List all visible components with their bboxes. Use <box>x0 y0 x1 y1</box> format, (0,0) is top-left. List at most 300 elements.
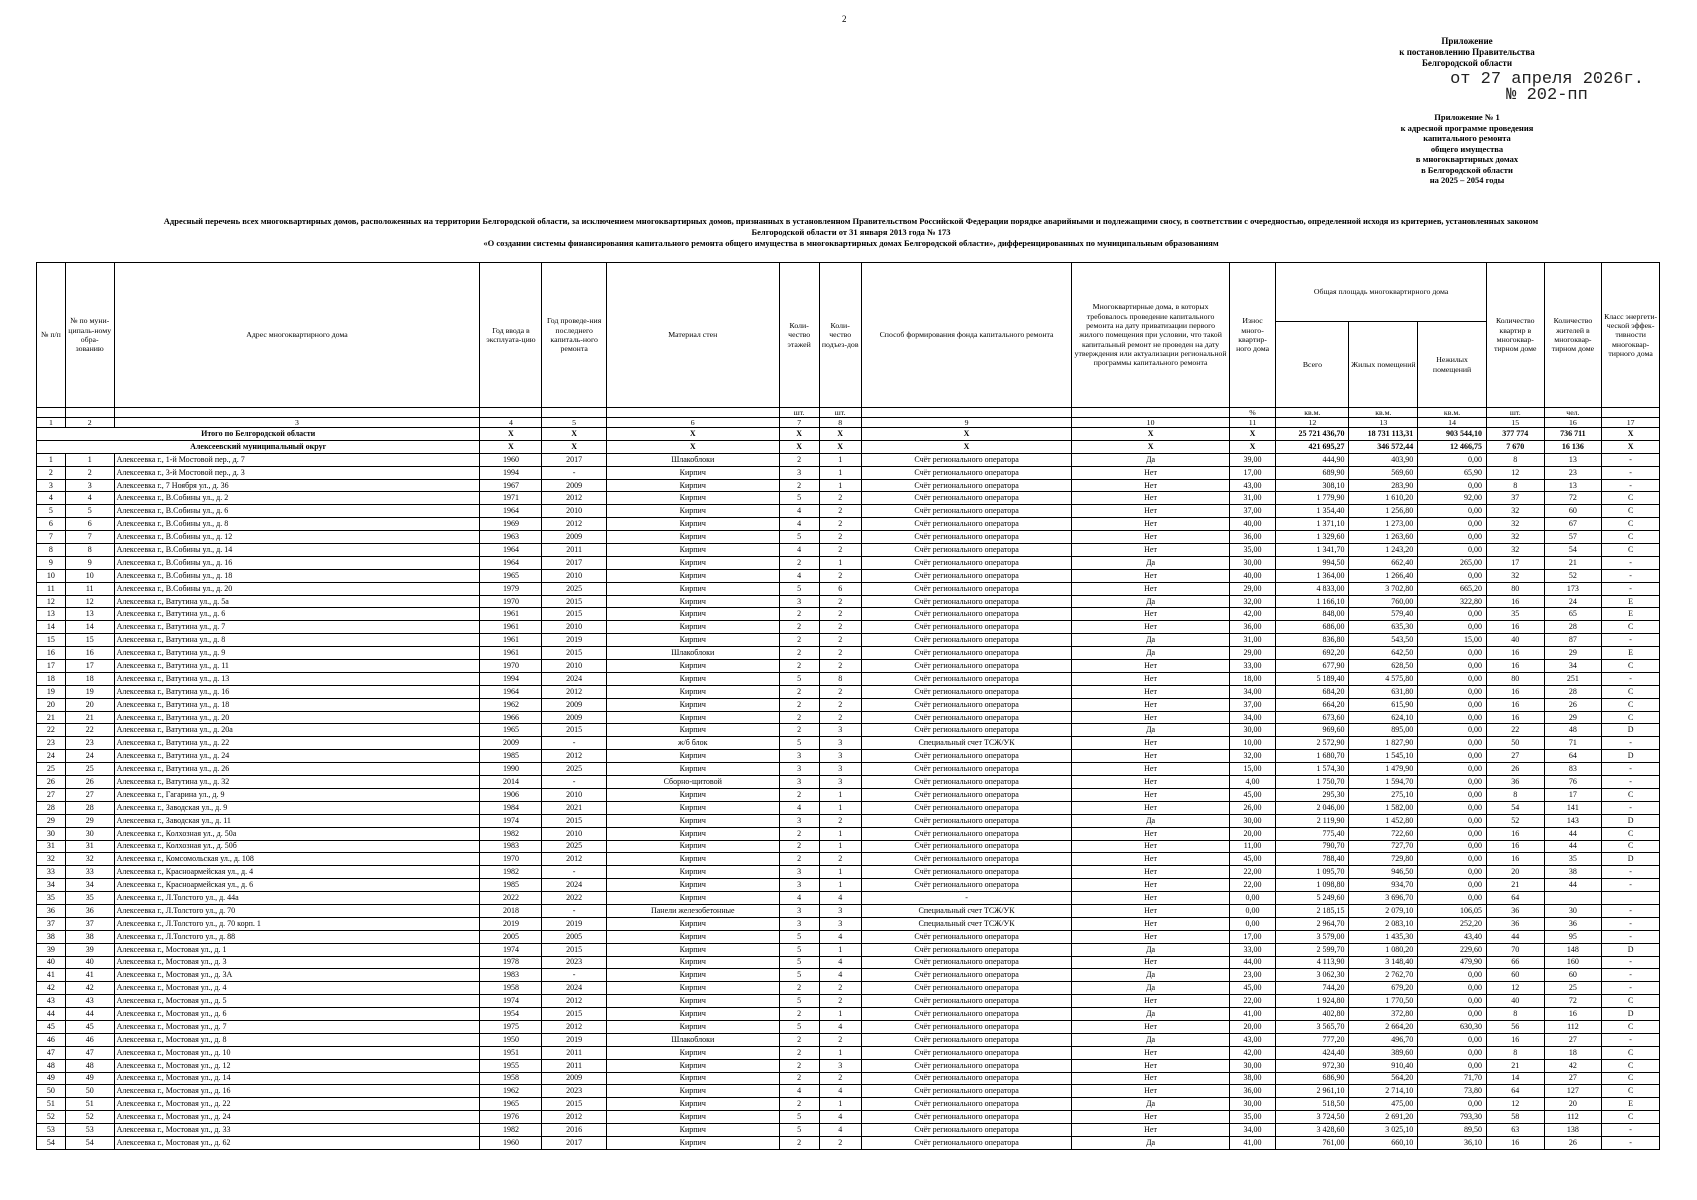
wear-percent-cell: 33,00 <box>1229 660 1276 673</box>
row-number-cell: 52 <box>37 1111 66 1124</box>
last-repair-year-cell: 2011 <box>542 1046 606 1059</box>
last-repair-year-cell: 2012 <box>542 1111 606 1124</box>
apartments-cell: 16 <box>1486 698 1544 711</box>
residents-cell: 42 <box>1544 1059 1602 1072</box>
wall-material-cell: Кирпич <box>606 724 779 737</box>
last-repair-year-cell: 2012 <box>542 750 606 763</box>
municipal-number-cell: 39 <box>65 943 114 956</box>
residential-area-cell: 283,90 <box>1349 479 1418 492</box>
summary-label: Итого по Белгородской области <box>37 428 480 441</box>
residential-area-cell: 543,50 <box>1349 634 1418 647</box>
entrances-cell: 3 <box>819 737 861 750</box>
row-number-cell: 36 <box>37 904 66 917</box>
residents-cell: 29 <box>1544 711 1602 724</box>
row-number-cell: 19 <box>37 685 66 698</box>
year-built-cell: 1970 <box>480 595 542 608</box>
wear-percent-cell: 35,00 <box>1229 1111 1276 1124</box>
header-cell: Всего <box>1276 322 1349 408</box>
wall-material-cell: Кирпич <box>606 672 779 685</box>
header-cell: Количество жителей в многоквар-тирном доме <box>1544 263 1602 408</box>
floors-cell: 2 <box>779 647 819 660</box>
table-row <box>37 569 1660 582</box>
column-number-cell: 6 <box>606 418 779 428</box>
address-cell: Алексеевка г., Красноармейская ул., д. 6 <box>114 879 480 892</box>
wear-percent-cell: 26,00 <box>1229 801 1276 814</box>
last-repair-year-cell: - <box>542 969 606 982</box>
fund-method-cell: - <box>861 892 1072 905</box>
residents-cell: 25 <box>1544 982 1602 995</box>
last-repair-year-cell: 2021 <box>542 801 606 814</box>
column-number-cell: 16 <box>1544 418 1602 428</box>
apartments-cell: 16 <box>1486 840 1544 853</box>
fund-method-cell: Счёт регионального оператора <box>861 544 1072 557</box>
year-built-cell: 1982 <box>480 866 542 879</box>
floors-cell: 2 <box>779 1008 819 1021</box>
apartments-cell: 8 <box>1486 453 1544 466</box>
apartments-cell: 66 <box>1486 956 1544 969</box>
wall-material-cell: Кирпич <box>606 1085 779 1098</box>
total-area-cell: 790,70 <box>1276 840 1349 853</box>
table-row <box>37 788 1660 801</box>
fund-method-cell: Счёт регионального оператора <box>861 930 1072 943</box>
year-built-cell: 1964 <box>480 505 542 518</box>
municipal-number-cell: 2 <box>65 466 114 479</box>
privatization-flag-cell: Нет <box>1072 904 1229 917</box>
floors-cell: 5 <box>779 969 819 982</box>
last-repair-year-cell: 2017 <box>542 556 606 569</box>
floors-cell: 4 <box>779 569 819 582</box>
year-built-cell: 1983 <box>480 840 542 853</box>
residents-cell: 28 <box>1544 621 1602 634</box>
privatization-flag-cell: Нет <box>1072 866 1229 879</box>
wall-material-cell: Кирпич <box>606 801 779 814</box>
privatization-flag-cell: Нет <box>1072 750 1229 763</box>
municipal-number-cell: 36 <box>65 904 114 917</box>
summary-cell: X <box>606 428 779 441</box>
nonresidential-area-cell: 0,00 <box>1418 685 1487 698</box>
energy-class-cell: - <box>1602 1136 1660 1149</box>
table-row <box>37 492 1660 505</box>
column-number-cell: 3 <box>114 418 480 428</box>
year-built-cell: 1955 <box>480 1059 542 1072</box>
apartments-cell: 32 <box>1486 531 1544 544</box>
wall-material-cell: Кирпич <box>606 969 779 982</box>
year-built-cell: 1954 <box>480 1008 542 1021</box>
last-repair-year-cell: 2012 <box>542 518 606 531</box>
municipal-number-cell: 31 <box>65 840 114 853</box>
residents-cell: 29 <box>1544 647 1602 660</box>
wear-percent-cell: 41,00 <box>1229 1136 1276 1149</box>
wall-material-cell: Кирпич <box>606 711 779 724</box>
summary-cell: 346 572,44 <box>1349 440 1418 453</box>
apartments-cell: 16 <box>1486 827 1544 840</box>
municipal-number-cell: 17 <box>65 660 114 673</box>
nonresidential-area-cell: 0,00 <box>1418 698 1487 711</box>
residential-area-cell: 722,60 <box>1349 827 1418 840</box>
row-number-cell: 28 <box>37 801 66 814</box>
entrances-cell: 2 <box>819 569 861 582</box>
entrances-cell: 4 <box>819 1085 861 1098</box>
energy-class-cell: E <box>1602 595 1660 608</box>
page-number: 2 <box>842 14 847 24</box>
floors-cell: 2 <box>779 1059 819 1072</box>
table-row <box>37 956 1660 969</box>
apartments-cell: 16 <box>1486 685 1544 698</box>
total-area-cell: 1 095,70 <box>1276 866 1349 879</box>
entrances-cell: 2 <box>819 1136 861 1149</box>
floors-cell: 5 <box>779 943 819 956</box>
wear-percent-cell: 30,00 <box>1229 1098 1276 1111</box>
wall-material-cell: Кирпич <box>606 1020 779 1033</box>
row-number-cell: 18 <box>37 672 66 685</box>
privatization-flag-cell: Да <box>1072 969 1229 982</box>
energy-class-cell: - <box>1602 930 1660 943</box>
nonresidential-area-cell: 252,20 <box>1418 917 1487 930</box>
apartments-cell: 17 <box>1486 556 1544 569</box>
residents-cell: 95 <box>1544 930 1602 943</box>
row-number-cell: 26 <box>37 776 66 789</box>
nonresidential-area-cell: 36,10 <box>1418 1136 1487 1149</box>
floors-cell: 3 <box>779 917 819 930</box>
year-built-cell: 1974 <box>480 814 542 827</box>
summary-cell: X <box>480 428 542 441</box>
privatization-flag-cell: Нет <box>1072 995 1229 1008</box>
floors-cell: 5 <box>779 1111 819 1124</box>
nonresidential-area-cell: 0,00 <box>1418 1033 1487 1046</box>
nonresidential-area-cell: 89,50 <box>1418 1124 1487 1137</box>
unit-cell <box>1072 408 1229 418</box>
floors-cell: 4 <box>779 505 819 518</box>
privatization-flag-cell: Нет <box>1072 569 1229 582</box>
address-cell: Алексеевка г., В.Собины ул., д. 14 <box>114 544 480 557</box>
energy-class-cell: C <box>1602 995 1660 1008</box>
year-built-cell: 1967 <box>480 479 542 492</box>
entrances-cell: 2 <box>819 853 861 866</box>
entrances-cell: 1 <box>819 866 861 879</box>
nonresidential-area-cell: 0,00 <box>1418 763 1487 776</box>
residents-cell: 67 <box>1544 518 1602 531</box>
fund-method-cell: Счёт регионального оператора <box>861 969 1072 982</box>
unit-cell: кв.м. <box>1418 408 1487 418</box>
residential-area-cell: 2 083,10 <box>1349 917 1418 930</box>
title-line: Белгородской области от 31 января 2013 года № 173 <box>751 227 951 237</box>
row-number-cell: 20 <box>37 698 66 711</box>
unit-cell <box>606 408 779 418</box>
energy-class-cell: - <box>1602 904 1660 917</box>
residents-cell: 112 <box>1544 1111 1602 1124</box>
last-repair-year-cell: 2017 <box>542 1136 606 1149</box>
address-cell: Алексеевка г., Мостовая ул., д. 24 <box>114 1111 480 1124</box>
floors-cell: 2 <box>779 608 819 621</box>
column-number-cell: 10 <box>1072 418 1229 428</box>
table-row <box>37 531 1660 544</box>
energy-class-cell: - <box>1602 879 1660 892</box>
nonresidential-area-cell: 630,30 <box>1418 1020 1487 1033</box>
last-repair-year-cell: - <box>542 776 606 789</box>
municipal-number-cell: 52 <box>65 1111 114 1124</box>
address-cell: Алексеевка г., Мостовая ул., д. 12 <box>114 1059 480 1072</box>
address-cell: Алексеевка г., Мостовая ул., д. 10 <box>114 1046 480 1059</box>
year-built-cell: 1982 <box>480 827 542 840</box>
apartments-cell: 56 <box>1486 1020 1544 1033</box>
last-repair-year-cell: 2015 <box>542 595 606 608</box>
wall-material-cell: Сборно-щитовой <box>606 776 779 789</box>
municipal-number-cell: 30 <box>65 827 114 840</box>
apartments-cell: 16 <box>1486 595 1544 608</box>
municipal-number-cell: 32 <box>65 853 114 866</box>
residents-cell: 13 <box>1544 479 1602 492</box>
fund-method-cell: Счёт регионального оператора <box>861 595 1072 608</box>
year-built-cell: 1985 <box>480 879 542 892</box>
residents-cell: 138 <box>1544 1124 1602 1137</box>
table-row <box>37 737 1660 750</box>
wall-material-cell: Кирпич <box>606 685 779 698</box>
summary-cell: 7 670 <box>1486 440 1544 453</box>
fund-method-cell: Счёт регионального оператора <box>861 660 1072 673</box>
row-number-cell: 32 <box>37 853 66 866</box>
residents-cell: 44 <box>1544 827 1602 840</box>
municipal-number-cell: 43 <box>65 995 114 1008</box>
apartments-cell: 16 <box>1486 647 1544 660</box>
floors-cell: 2 <box>779 453 819 466</box>
table-body <box>37 428 1660 1150</box>
address-cell: Алексеевка г., Красноармейская ул., д. 4 <box>114 866 480 879</box>
unit-cell <box>480 408 542 418</box>
appendix-date: от 27 апреля 2026г. <box>1450 70 1644 89</box>
header-cell: Адрес многоквартирного дома <box>114 263 480 408</box>
wear-percent-cell: 30,00 <box>1229 556 1276 569</box>
apartments-cell: 36 <box>1486 776 1544 789</box>
wear-percent-cell: 45,00 <box>1229 982 1276 995</box>
privatization-flag-cell: Нет <box>1072 698 1229 711</box>
table-row <box>37 479 1660 492</box>
table-row <box>37 711 1660 724</box>
fund-method-cell: Счёт регионального оператора <box>861 853 1072 866</box>
year-built-cell: 1960 <box>480 453 542 466</box>
residential-area-cell: 628,50 <box>1349 660 1418 673</box>
energy-class-cell: D <box>1602 853 1660 866</box>
residents-cell: 57 <box>1544 531 1602 544</box>
energy-class-cell: - <box>1602 737 1660 750</box>
municipal-number-cell: 50 <box>65 1085 114 1098</box>
nonresidential-area-cell: 0,00 <box>1418 1059 1487 1072</box>
total-area-cell: 969,60 <box>1276 724 1349 737</box>
table-row <box>37 969 1660 982</box>
privatization-flag-cell: Да <box>1072 1098 1229 1111</box>
fund-method-cell: Счёт регионального оператора <box>861 776 1072 789</box>
municipal-number-cell: 27 <box>65 788 114 801</box>
floors-cell: 4 <box>779 544 819 557</box>
wall-material-cell: Кирпич <box>606 634 779 647</box>
last-repair-year-cell: 2010 <box>542 621 606 634</box>
row-number-cell: 43 <box>37 995 66 1008</box>
energy-class-cell: D <box>1602 814 1660 827</box>
nonresidential-area-cell: 0,00 <box>1418 827 1487 840</box>
column-number-cell: 1 <box>37 418 66 428</box>
summary-cell: 903 544,10 <box>1418 428 1487 441</box>
entrances-cell: 2 <box>819 698 861 711</box>
privatization-flag-cell: Нет <box>1072 1020 1229 1033</box>
residential-area-cell: 642,50 <box>1349 647 1418 660</box>
privatization-flag-cell: Нет <box>1072 492 1229 505</box>
header-cell: Износ много-квартир-ного дома <box>1229 263 1276 408</box>
floors-cell: 3 <box>779 904 819 917</box>
address-cell: Алексеевка г., Мостовая ул., д. 33 <box>114 1124 480 1137</box>
floors-cell: 2 <box>779 634 819 647</box>
row-number-cell: 27 <box>37 788 66 801</box>
last-repair-year-cell: 2009 <box>542 711 606 724</box>
municipal-number-cell: 8 <box>65 544 114 557</box>
summary-cell: 25 721 436,70 <box>1276 428 1349 441</box>
address-cell: Алексеевка г., Ватутина ул., д. 6 <box>114 608 480 621</box>
energy-class-cell: - <box>1602 466 1660 479</box>
apartments-cell: 16 <box>1486 1136 1544 1149</box>
privatization-flag-cell: Нет <box>1072 466 1229 479</box>
wall-material-cell: Кирпич <box>606 827 779 840</box>
row-number-cell: 34 <box>37 879 66 892</box>
municipal-number-cell: 6 <box>65 518 114 531</box>
total-area-cell: 1 341,70 <box>1276 544 1349 557</box>
total-area-cell: 1 098,80 <box>1276 879 1349 892</box>
municipal-number-cell: 5 <box>65 505 114 518</box>
entrances-cell: 3 <box>819 776 861 789</box>
fund-method-cell: Счёт регионального оператора <box>861 840 1072 853</box>
residential-area-cell: 2 691,20 <box>1349 1111 1418 1124</box>
entrances-cell: 2 <box>819 982 861 995</box>
wall-material-cell: Кирпич <box>606 621 779 634</box>
wear-percent-cell: 44,00 <box>1229 956 1276 969</box>
column-number-cell: 8 <box>819 418 861 428</box>
residents-cell: 127 <box>1544 1085 1602 1098</box>
year-built-cell: 1961 <box>480 647 542 660</box>
municipal-number-cell: 11 <box>65 582 114 595</box>
residential-area-cell: 934,70 <box>1349 879 1418 892</box>
municipal-number-cell: 4 <box>65 492 114 505</box>
last-repair-year-cell: 2015 <box>542 1098 606 1111</box>
municipal-number-cell: 54 <box>65 1136 114 1149</box>
privatization-flag-cell: Нет <box>1072 685 1229 698</box>
address-cell: Алексеевка г., Ватутина ул., д. 20 <box>114 711 480 724</box>
privatization-flag-cell: Нет <box>1072 608 1229 621</box>
unit-cell: % <box>1229 408 1276 418</box>
address-cell: Алексеевка г., Ватутина ул., д. 5а <box>114 595 480 608</box>
floors-cell: 5 <box>779 956 819 969</box>
municipal-number-cell: 15 <box>65 634 114 647</box>
residential-area-cell: 372,80 <box>1349 1008 1418 1021</box>
municipal-number-cell: 37 <box>65 917 114 930</box>
energy-class-cell: - <box>1602 956 1660 969</box>
privatization-flag-cell: Да <box>1072 1033 1229 1046</box>
summary-cell: X <box>1229 440 1276 453</box>
residential-area-cell: 1 545,10 <box>1349 750 1418 763</box>
header-cell: Нежилых помещений <box>1418 322 1487 408</box>
fund-method-cell: Счёт регионального оператора <box>861 453 1072 466</box>
last-repair-year-cell: 2025 <box>542 840 606 853</box>
total-area-cell: 664,20 <box>1276 698 1349 711</box>
total-area-cell: 2 599,70 <box>1276 943 1349 956</box>
nonresidential-area-cell: 0,00 <box>1418 608 1487 621</box>
unit-cell <box>542 408 606 418</box>
wear-percent-cell: 39,00 <box>1229 453 1276 466</box>
last-repair-year-cell: 2011 <box>542 544 606 557</box>
wall-material-cell: Кирпич <box>606 1059 779 1072</box>
row-number-cell: 8 <box>37 544 66 557</box>
last-repair-year-cell: 2010 <box>542 788 606 801</box>
last-repair-year-cell: 2023 <box>542 956 606 969</box>
residents-cell: 76 <box>1544 776 1602 789</box>
apartments-cell: 36 <box>1486 904 1544 917</box>
residents-cell: 173 <box>1544 582 1602 595</box>
wear-percent-cell: 42,00 <box>1229 1046 1276 1059</box>
floors-cell: 2 <box>779 556 819 569</box>
residential-area-cell: 1 479,90 <box>1349 763 1418 776</box>
wear-percent-cell: 30,00 <box>1229 1059 1276 1072</box>
fund-method-cell: Счёт регионального оператора <box>861 827 1072 840</box>
summary-cell: X <box>819 440 861 453</box>
row-number-cell: 47 <box>37 1046 66 1059</box>
summary-cell: 18 731 113,31 <box>1349 428 1418 441</box>
fund-method-cell: Счёт регионального оператора <box>861 1046 1072 1059</box>
floors-cell: 3 <box>779 879 819 892</box>
residential-area-cell: 727,70 <box>1349 840 1418 853</box>
residential-area-cell: 679,20 <box>1349 982 1418 995</box>
energy-class-cell: - <box>1602 479 1660 492</box>
nonresidential-area-cell: 265,00 <box>1418 556 1487 569</box>
last-repair-year-cell: - <box>542 737 606 750</box>
appendix-line: Белгородской области <box>1421 58 1513 68</box>
fund-method-cell: Счёт регионального оператора <box>861 763 1072 776</box>
residential-area-cell: 1 263,60 <box>1349 531 1418 544</box>
entrances-cell: 1 <box>819 840 861 853</box>
nonresidential-area-cell: 0,00 <box>1418 801 1487 814</box>
floors-cell: 2 <box>779 1098 819 1111</box>
address-cell: Алексеевка г., Ватутина ул., д. 13 <box>114 672 480 685</box>
table-row <box>37 1111 1660 1124</box>
residential-area-cell: 1 435,30 <box>1349 930 1418 943</box>
entrances-cell: 4 <box>819 969 861 982</box>
last-repair-year-cell: 2015 <box>542 724 606 737</box>
apartments-cell: 8 <box>1486 1008 1544 1021</box>
summary-cell: X <box>779 428 819 441</box>
energy-class-cell: C <box>1602 518 1660 531</box>
appendix-number: № 202-пп <box>1506 86 1588 105</box>
privatization-flag-cell: Нет <box>1072 672 1229 685</box>
energy-class-cell: C <box>1602 1059 1660 1072</box>
year-built-cell: 1964 <box>480 544 542 557</box>
last-repair-year-cell: 2019 <box>542 1033 606 1046</box>
fund-method-cell: Счёт регионального оператора <box>861 724 1072 737</box>
summary-cell: 736 711 <box>1544 428 1602 441</box>
municipal-number-cell: 38 <box>65 930 114 943</box>
summary-cell: X <box>480 440 542 453</box>
row-number-cell: 35 <box>37 892 66 905</box>
apartments-cell: 70 <box>1486 943 1544 956</box>
energy-class-cell <box>1602 892 1660 905</box>
wear-percent-cell: 0,00 <box>1229 917 1276 930</box>
row-number-cell: 9 <box>37 556 66 569</box>
wall-material-cell: Кирпич <box>606 479 779 492</box>
energy-class-cell: - <box>1602 569 1660 582</box>
table-row <box>37 698 1660 711</box>
nonresidential-area-cell: 0,00 <box>1418 660 1487 673</box>
table-row <box>37 866 1660 879</box>
total-area-cell: 684,20 <box>1276 685 1349 698</box>
wear-percent-cell: 34,00 <box>1229 685 1276 698</box>
wall-material-cell: Кирпич <box>606 505 779 518</box>
residents-cell: 64 <box>1544 750 1602 763</box>
wear-percent-cell: 23,00 <box>1229 969 1276 982</box>
row-number-cell: 38 <box>37 930 66 943</box>
